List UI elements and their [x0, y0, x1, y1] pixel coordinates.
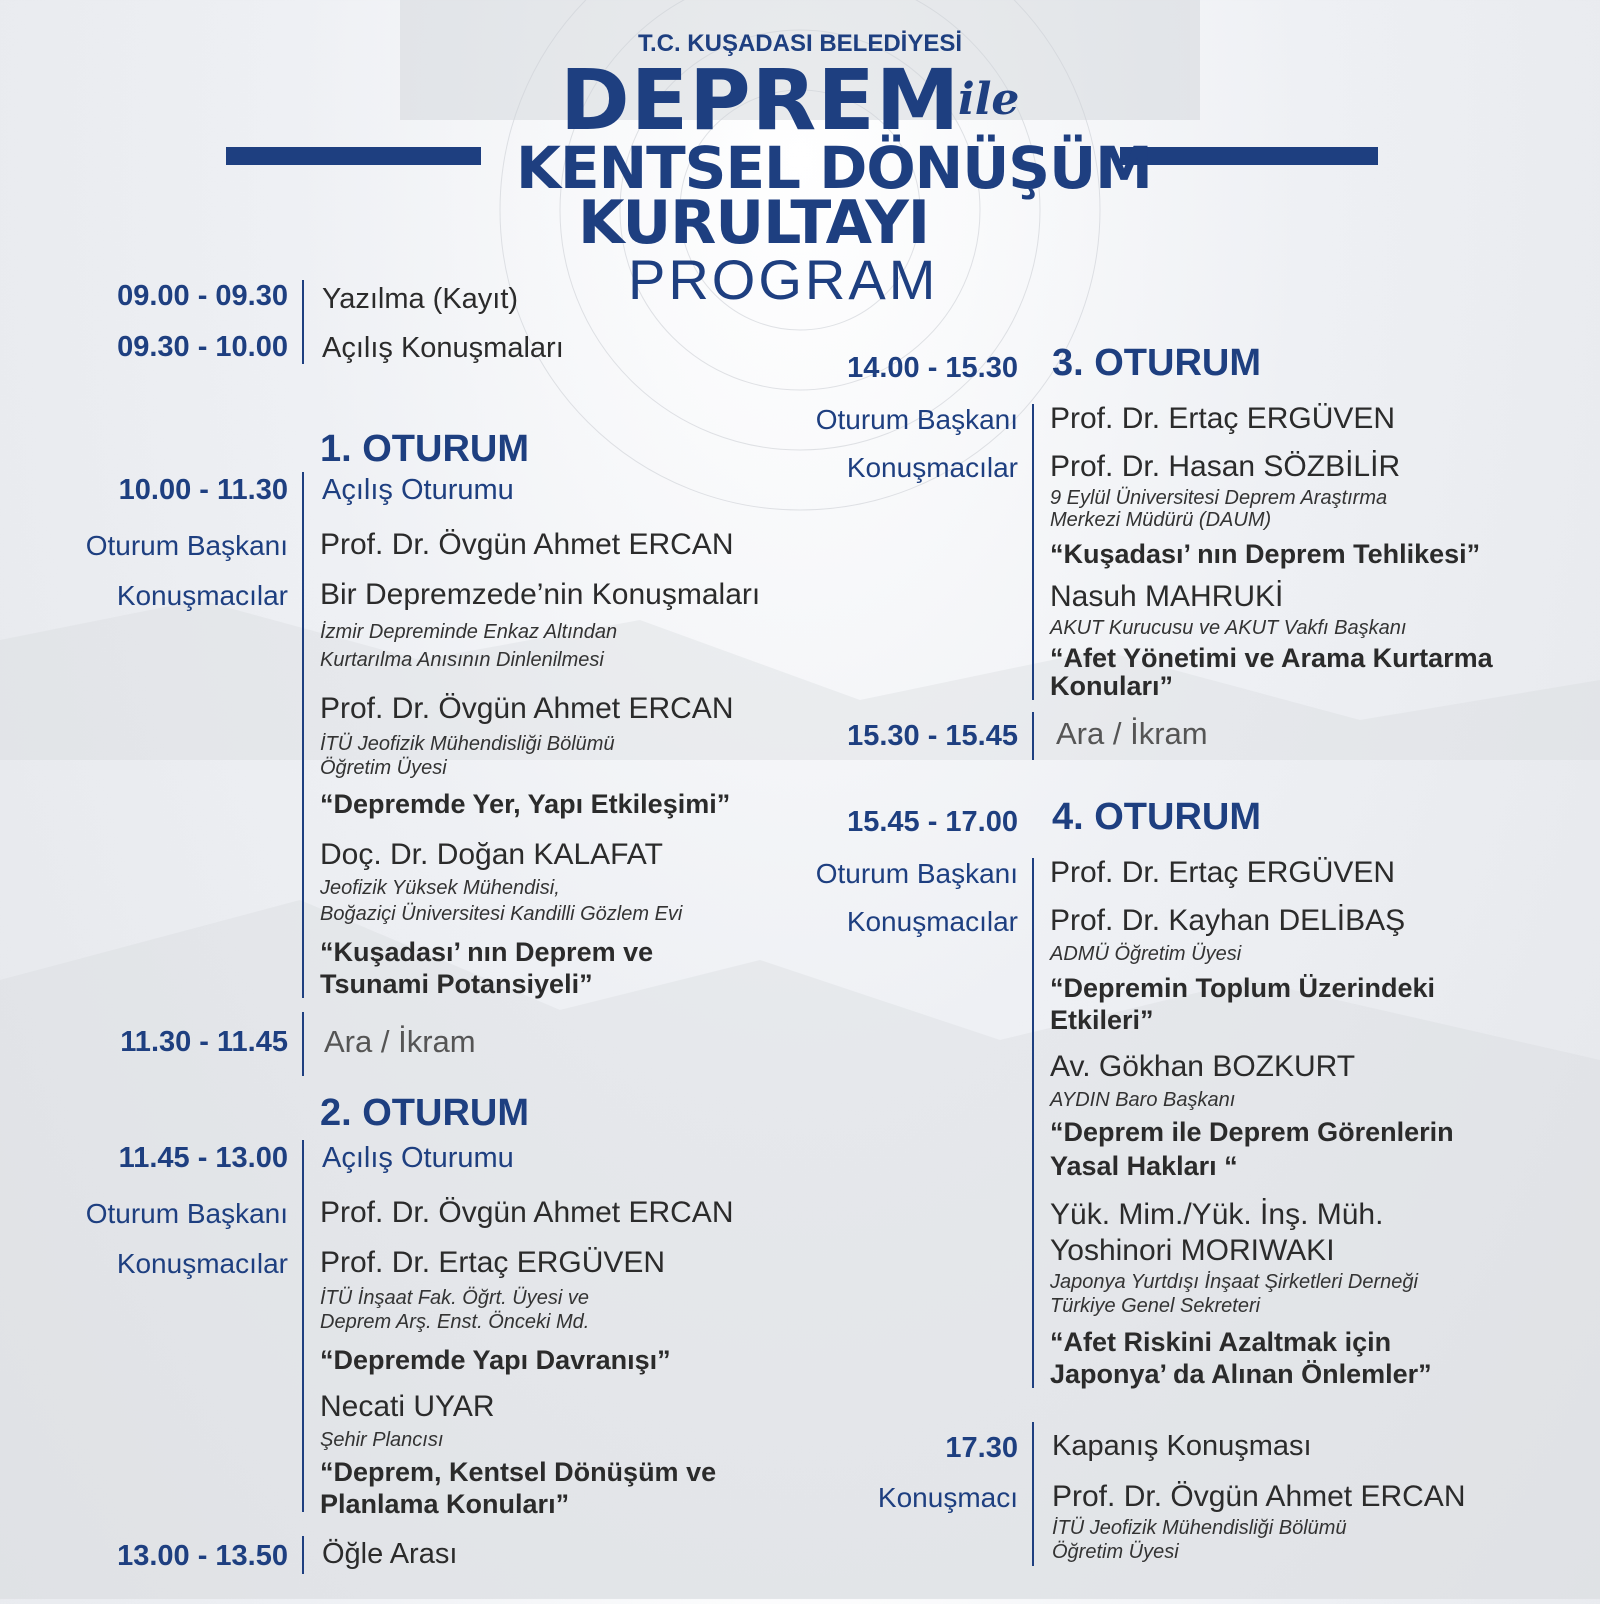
time-lunch: 13.00 - 13.50: [117, 1540, 288, 1572]
session-2-subtitle: Açılış Oturumu: [322, 1142, 514, 1174]
session-4-chair: Prof. Dr. Ertaç ERGÜVEN: [1050, 856, 1396, 889]
talk-title: “Depremde Yer, Yapı Etkileşimi”: [320, 789, 731, 819]
divider-line: [302, 1012, 304, 1076]
session-4-chair-label: Oturum Başkanı: [815, 858, 1018, 889]
talk-title: Yasal Hakları “: [1050, 1151, 1238, 1181]
speaker-description: İTÜ Jeofizik Mühendisliği Bölümü: [320, 733, 615, 755]
speaker-description: İzmir Depreminde Enkaz Altından: [320, 621, 618, 643]
title-line-kentsel-donusum: KENTSEL DÖNÜŞÜM: [516, 134, 1152, 202]
item-registration: Yazılma (Kayıt): [322, 283, 519, 315]
talk-title: “Kuşadası’ nın Deprem Tehlikesi”: [1050, 539, 1481, 569]
speaker-description: Öğretim Üyesi: [320, 757, 447, 779]
talk-title: “Depremde Yapı Davranışı”: [320, 1345, 671, 1375]
session-1-subtitle: Açılış Oturumu: [322, 474, 514, 506]
title-line-kurultayi: KURULTAYI: [578, 188, 930, 258]
speaker-description: 9 Eylül Üniversitesi Deprem Araştırma: [1050, 487, 1388, 509]
speaker-description: Şehir Plancısı: [320, 1429, 444, 1451]
speaker-name: Av. Gökhan BOZKURT: [1050, 1050, 1356, 1083]
organization-name: T.C. KUŞADASI BELEDİYESİ: [637, 30, 963, 57]
header-left-bar: [226, 147, 481, 165]
divider-line: [1032, 712, 1034, 760]
title-word-ile: ile: [958, 74, 1020, 125]
time-break-1: 11.30 - 11.45: [120, 1026, 288, 1058]
speaker-description: Deprem Arş. Enst. Önceki Md.: [320, 1311, 590, 1333]
closing-speaker: Prof. Dr. Övgün Ahmet ERCAN: [1052, 1480, 1466, 1513]
time-closing: 17.30: [945, 1432, 1018, 1464]
speaker-description: Öğretim Üyesi: [1052, 1541, 1179, 1563]
speaker-name: Yoshinori MORIWAKI: [1050, 1234, 1335, 1267]
talk-title: “Depremin Toplum Üzerindeki: [1050, 973, 1436, 1003]
talk-title: Japonya’ da Alınan Önlemler”: [1050, 1359, 1432, 1389]
session-3-chair: Prof. Dr. Ertaç ERGÜVEN: [1050, 402, 1396, 435]
session-1-title: 1. OTURUM: [320, 428, 529, 470]
session-4-speakers-label: Konuşmacılar: [846, 906, 1018, 937]
speaker-description: Merkezi Müdürü (DAUM): [1050, 509, 1272, 531]
speaker-description: Kurtarılma Anısının Dinlenilmesi: [320, 649, 604, 671]
session-2-speakers-label: Konuşmacılar: [116, 1248, 288, 1279]
speaker-name: Necati UYAR: [320, 1390, 495, 1423]
divider-line: [302, 280, 304, 364]
speaker-description: İTÜ Jeofizik Mühendisliği Bölümü: [1052, 1517, 1347, 1539]
session-1-chair: Prof. Dr. Övgün Ahmet ERCAN: [320, 528, 734, 561]
session-2-time: 11.45 - 13.00: [118, 1142, 288, 1174]
speaker-description: AYDIN Baro Başkanı: [1050, 1089, 1236, 1111]
closing-speaker-label: Konuşmacı: [877, 1482, 1018, 1513]
speaker-description: AKUT Kurucusu ve AKUT Vakfı Başkanı: [1050, 617, 1407, 639]
talk-title: Etkileri”: [1050, 1005, 1154, 1035]
session-1-time: 10.00 - 11.30: [118, 474, 288, 506]
session-3-speakers-label: Konuşmacılar: [846, 452, 1018, 483]
talk-title: “Deprem, Kentsel Dönüşüm ve: [320, 1457, 717, 1487]
speaker-name: Prof. Dr. Hasan SÖZBİLİR: [1050, 450, 1401, 483]
session-2-chair-label: Oturum Başkanı: [85, 1198, 288, 1229]
divider-line: [302, 1140, 304, 1512]
item-opening-speeches: Açılış Konuşmaları: [322, 332, 564, 364]
program-heading: PROGRAM: [628, 248, 939, 311]
title-line-deprem: DEPREM: [560, 51, 961, 149]
time-break-2: 15.30 - 15.45: [847, 720, 1018, 752]
item-lunch: Öğle Arası: [322, 1538, 458, 1570]
session-2-chair: Prof. Dr. Övgün Ahmet ERCAN: [320, 1196, 734, 1229]
time-opening-speeches: 09.30 - 10.00: [117, 331, 288, 363]
divider-line: [302, 1536, 304, 1574]
speaker-name: Doç. Dr. Doğan KALAFAT: [320, 838, 663, 871]
divider-line: [302, 472, 304, 998]
session-4-title: 4. OTURUM: [1052, 796, 1261, 838]
session-1-chair-label: Oturum Başkanı: [85, 530, 288, 561]
item-break-1: Ara / İkram: [324, 1024, 476, 1059]
header-right-bar: [1120, 147, 1378, 165]
talk-title: “Deprem ile Deprem Görenlerin: [1050, 1117, 1454, 1147]
talk-title: “Kuşadası’ nın Deprem ve: [320, 937, 654, 967]
speaker-description: ADMÜ Öğretim Üyesi: [1050, 943, 1242, 965]
talk-title: Tsunami Potansiyeli”: [320, 969, 593, 999]
time-registration: 09.00 - 09.30: [117, 280, 288, 312]
speaker-name: Prof. Dr. Ertaç ERGÜVEN: [320, 1246, 666, 1279]
talk-title: Planlama Konuları”: [320, 1489, 570, 1519]
item-closing: Kapanış Konuşması: [1052, 1430, 1312, 1462]
item-break-2: Ara / İkram: [1056, 716, 1208, 751]
speaker-name: Bir Depremzede’nin Konuşmaları: [320, 578, 761, 611]
session-2-title: 2. OTURUM: [320, 1092, 529, 1134]
session-1-speakers-label: Konuşmacılar: [116, 580, 288, 611]
speaker-name: Nasuh MAHRUKİ: [1050, 580, 1284, 613]
speaker-description: İTÜ İnşaat Fak. Öğrt. Üyesi ve: [320, 1287, 589, 1309]
speaker-description: Türkiye Genel Sekreteri: [1050, 1295, 1261, 1317]
speaker-name: Prof. Dr. Övgün Ahmet ERCAN: [320, 692, 734, 725]
session-3-time: 14.00 - 15.30: [847, 352, 1018, 384]
speaker-title: Yük. Mim./Yük. İnş. Müh.: [1050, 1198, 1384, 1231]
session-4-time: 15.45 - 17.00: [847, 806, 1018, 838]
session-3-chair-label: Oturum Başkanı: [815, 404, 1018, 435]
speaker-name: Prof. Dr. Kayhan DELİBAŞ: [1050, 904, 1406, 937]
speaker-description: Boğaziçi Üniversitesi Kandilli Gözlem Evi: [320, 903, 683, 925]
talk-title: “Afet Yönetimi ve Arama Kurtarma: [1050, 643, 1493, 673]
talk-title: Konuları”: [1050, 671, 1174, 701]
divider-line: [1032, 858, 1034, 1388]
speaker-description: Jeofizik Yüksek Mühendisi,: [320, 877, 560, 899]
divider-line: [1032, 404, 1034, 700]
speaker-description: Japonya Yurtdışı İnşaat Şirketleri Derneği: [1050, 1271, 1418, 1293]
divider-line: [1032, 1422, 1034, 1566]
session-3-title: 3. OTURUM: [1052, 342, 1261, 384]
talk-title: “Afet Riskini Azaltmak için: [1050, 1327, 1392, 1357]
